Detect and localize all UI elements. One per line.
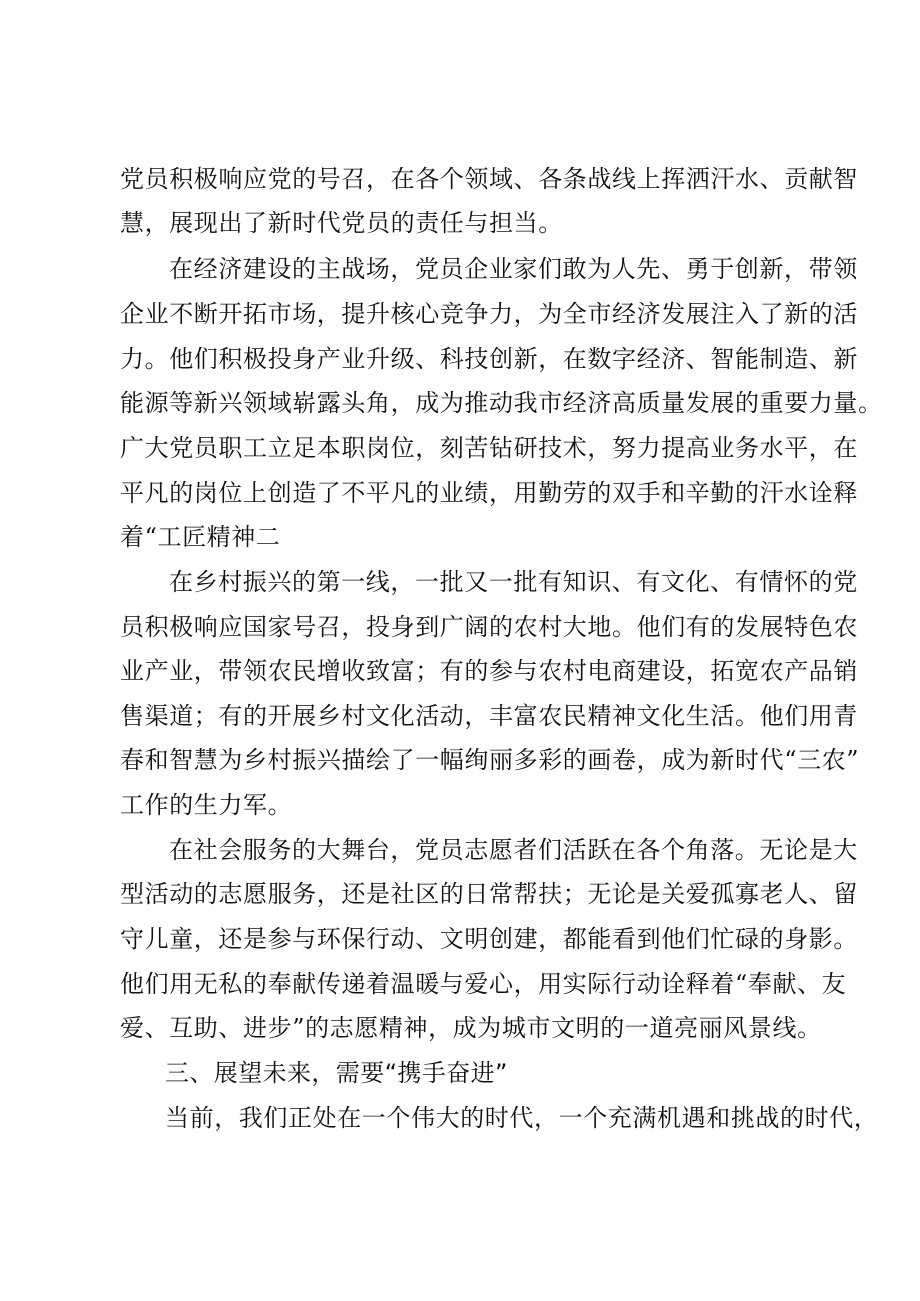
paragraph-2-line-4: 能源等新兴领域崭露头角，成为推动我市经济高质量发展的重要力量。	[120, 389, 883, 417]
paragraph-4-line-3: 守儿童，还是参与环保行动、文明创建，都能看到他们忙碌的身影。	[120, 925, 858, 953]
paragraph-1-line-2: 慧，展现出了新时代党员的责任与担当。	[120, 209, 563, 237]
paragraph-2-line-6: 平凡的岗位上创造了不平凡的业绩，用勤劳的双手和辛勤的汗水诠释	[120, 479, 858, 507]
section-heading: 三、展望未来，需要“携手奋进”	[165, 1059, 508, 1087]
paragraph-4-line-4: 他们用无私的奉献传递着温暖与爱心，用实际行动诠释着“奉献、友	[120, 970, 847, 998]
paragraph-1-line-1: 党员积极响应党的号召，在各个领域、各条战线上挥洒汗水、贡献智	[120, 165, 858, 193]
paragraph-4-line-2: 型活动的志愿服务，还是社区的日常帮扶；无论是关爱孤寡老人、留	[120, 880, 858, 908]
paragraph-4-line-5: 爱、互助、进步”的志愿精神，成为城市文明的一道亮丽风景线。	[120, 1014, 822, 1042]
paragraph-3-line-3: 业产业，带领农民增收致富；有的参与农村电商建设，拓宽农产品销	[120, 657, 858, 685]
paragraph-4-line-1: 在社会服务的大舞台，党员志愿者们活跃在各个角落。无论是大	[169, 836, 858, 864]
paragraph-2-line-7: 着“工匠精神二	[120, 523, 281, 551]
paragraph-3-line-2: 员积极响应国家号召，投身到广阔的农村大地。他们有的发展特色农	[120, 613, 858, 641]
paragraph-3-line-1: 在乡村振兴的第一线，一批又一批有知识、有文化、有情怀的党	[169, 568, 858, 596]
paragraph-3-line-4: 售渠道；有的开展乡村文化活动，丰富农民精神文化生活。他们用青	[120, 702, 858, 730]
paragraph-2-line-2: 企业不断开拓市场，提升核心竞争力，为全市经济发展注入了新的活	[120, 300, 858, 328]
paragraph-2-line-1: 在经济建设的主战场，党员企业家们敢为人先、勇于创新，带领	[169, 255, 858, 283]
paragraph-2-line-5: 广大党员职工立足本职岗位，刻苦钻研技术，努力提高业务水平，在	[120, 434, 858, 462]
paragraph-3-line-5: 春和智慧为乡村振兴描绘了一幅绚丽多彩的画卷，成为新时代“三农”	[120, 746, 860, 774]
paragraph-3-line-6: 工作的生力军。	[120, 791, 293, 819]
closing-line: 当前，我们正处在一个伟大的时代，一个充满机遇和挑战的时代，	[165, 1104, 879, 1132]
paragraph-2-line-3: 力。他们积极投身产业升级、科技创新，在数字经济、智能制造、新	[120, 345, 858, 373]
